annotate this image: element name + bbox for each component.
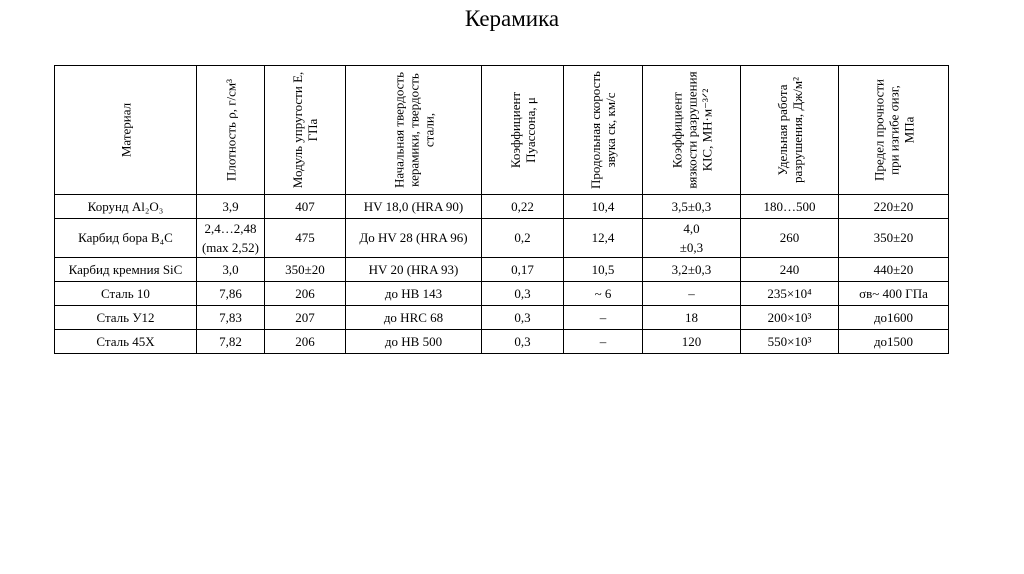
cell-poisson: 0,22 xyxy=(482,195,564,219)
header-fracture-work: Удельная работа разрушения, Дж/м² xyxy=(741,66,839,195)
cell-density: 7,83 xyxy=(197,306,265,330)
cell-hardness: до НВ 500 xyxy=(346,330,482,354)
header-density: Плотность ρ, г/см³ xyxy=(197,66,265,195)
cell-material: Сталь У12 xyxy=(55,306,197,330)
cell-kic: 18 xyxy=(643,306,741,330)
cell-sound-speed: 10,5 xyxy=(564,258,643,282)
cell-bend-strength: 350±20 xyxy=(839,219,949,258)
cell-hardness: до HRC 68 xyxy=(346,306,482,330)
header-hardness: Начальная твердость керамики, твердость стали, xyxy=(346,66,482,195)
header-kic: Коэффициент вязкости разрушения KIC, МН·м⁻³ᐟ² xyxy=(643,66,741,195)
table-row xyxy=(55,330,949,354)
cell-kic xyxy=(643,219,741,258)
cell-fracture-work: 240 xyxy=(741,258,839,282)
cell-bend-strength: до1500 xyxy=(839,330,949,354)
cell-hardness: HV 18,0 (HRA 90) xyxy=(346,195,482,219)
cell-density: 3,0 xyxy=(197,258,265,282)
cell-sound-speed: 10,4 xyxy=(564,195,643,219)
cell-modulus: 407 xyxy=(265,195,346,219)
properties-table xyxy=(54,65,949,354)
page-title: Керамика xyxy=(464,6,560,31)
cell-density: 3,9 xyxy=(197,195,265,219)
cell-bend-strength: до1600 xyxy=(839,306,949,330)
cell-bend-strength: 220±20 xyxy=(839,195,949,219)
cell-poisson: 0,2 xyxy=(482,219,564,258)
cell-fracture-work: 200×10³ xyxy=(741,306,839,330)
cell-material: Корунд Al₂O₃ xyxy=(55,195,197,219)
cell-sound-speed: ~ 6 xyxy=(564,282,643,306)
cell-modulus: 206 xyxy=(265,282,346,306)
cell-hardness: до НВ 143 xyxy=(346,282,482,306)
table-row xyxy=(55,219,949,258)
header-sound-speed: Продольная скорость звука cк, км/с xyxy=(564,66,643,195)
cell-fracture-work: 550×10³ xyxy=(741,330,839,354)
cell-kic: 120 xyxy=(643,330,741,354)
cell-density: 7,82 xyxy=(197,330,265,354)
cell-sound-speed: – xyxy=(564,330,643,354)
cell-material: Сталь 10 xyxy=(55,282,197,306)
cell-material: Карбид кремния SiC xyxy=(55,258,197,282)
header-bend-strength: Предел прочности при изгибе σизг, МПа xyxy=(839,66,949,195)
table-row xyxy=(55,195,949,219)
cell-poisson: 0,3 xyxy=(482,306,564,330)
cell-fracture-work: 180…500 xyxy=(741,195,839,219)
cell-bend-strength: σв~ 400 ГПа xyxy=(839,282,949,306)
cell-hardness: HV 20 (HRA 93) xyxy=(346,258,482,282)
cell-density-range: 2,4…2,48 xyxy=(204,221,257,236)
cell-poisson: 0,17 xyxy=(482,258,564,282)
header-material: Материал xyxy=(55,66,197,195)
cell-poisson: 0,3 xyxy=(482,330,564,354)
table-row xyxy=(55,306,949,330)
table-row xyxy=(55,282,949,306)
cell-sound-speed: 12,4 xyxy=(564,219,643,258)
cell-modulus: 475 xyxy=(265,219,346,258)
cell-material: Сталь 45Х xyxy=(55,330,197,354)
cell-modulus: 350±20 xyxy=(265,258,346,282)
cell-modulus: 207 xyxy=(265,306,346,330)
cell-modulus: 206 xyxy=(265,330,346,354)
cell-sound-speed: – xyxy=(564,306,643,330)
cell-kic: 3,5±0,3 xyxy=(643,195,741,219)
cell-kic-tolerance: ±0,3 xyxy=(679,240,704,255)
cell-material: Карбид бора B₄C xyxy=(55,219,197,258)
cell-bend-strength: 440±20 xyxy=(839,258,949,282)
cell-kic: 3,2±0,3 xyxy=(643,258,741,282)
cell-fracture-work: 235×10⁴ xyxy=(741,282,839,306)
cell-hardness: До HV 28 (HRA 96) xyxy=(346,219,482,258)
table-row xyxy=(55,258,949,282)
cell-fracture-work: 260 xyxy=(741,219,839,258)
header-poisson: Коэффициент Пуассона, μ xyxy=(482,66,564,195)
cell-kic: – xyxy=(643,282,741,306)
header-modulus: Модуль упругости E, ГПа xyxy=(265,66,346,195)
cell-density xyxy=(197,219,265,258)
cell-kic-value: 4,0 xyxy=(683,221,700,236)
cell-density-max: (max 2,52) xyxy=(201,240,260,255)
header-row xyxy=(55,66,949,195)
cell-poisson: 0,3 xyxy=(482,282,564,306)
cell-density: 7,86 xyxy=(197,282,265,306)
